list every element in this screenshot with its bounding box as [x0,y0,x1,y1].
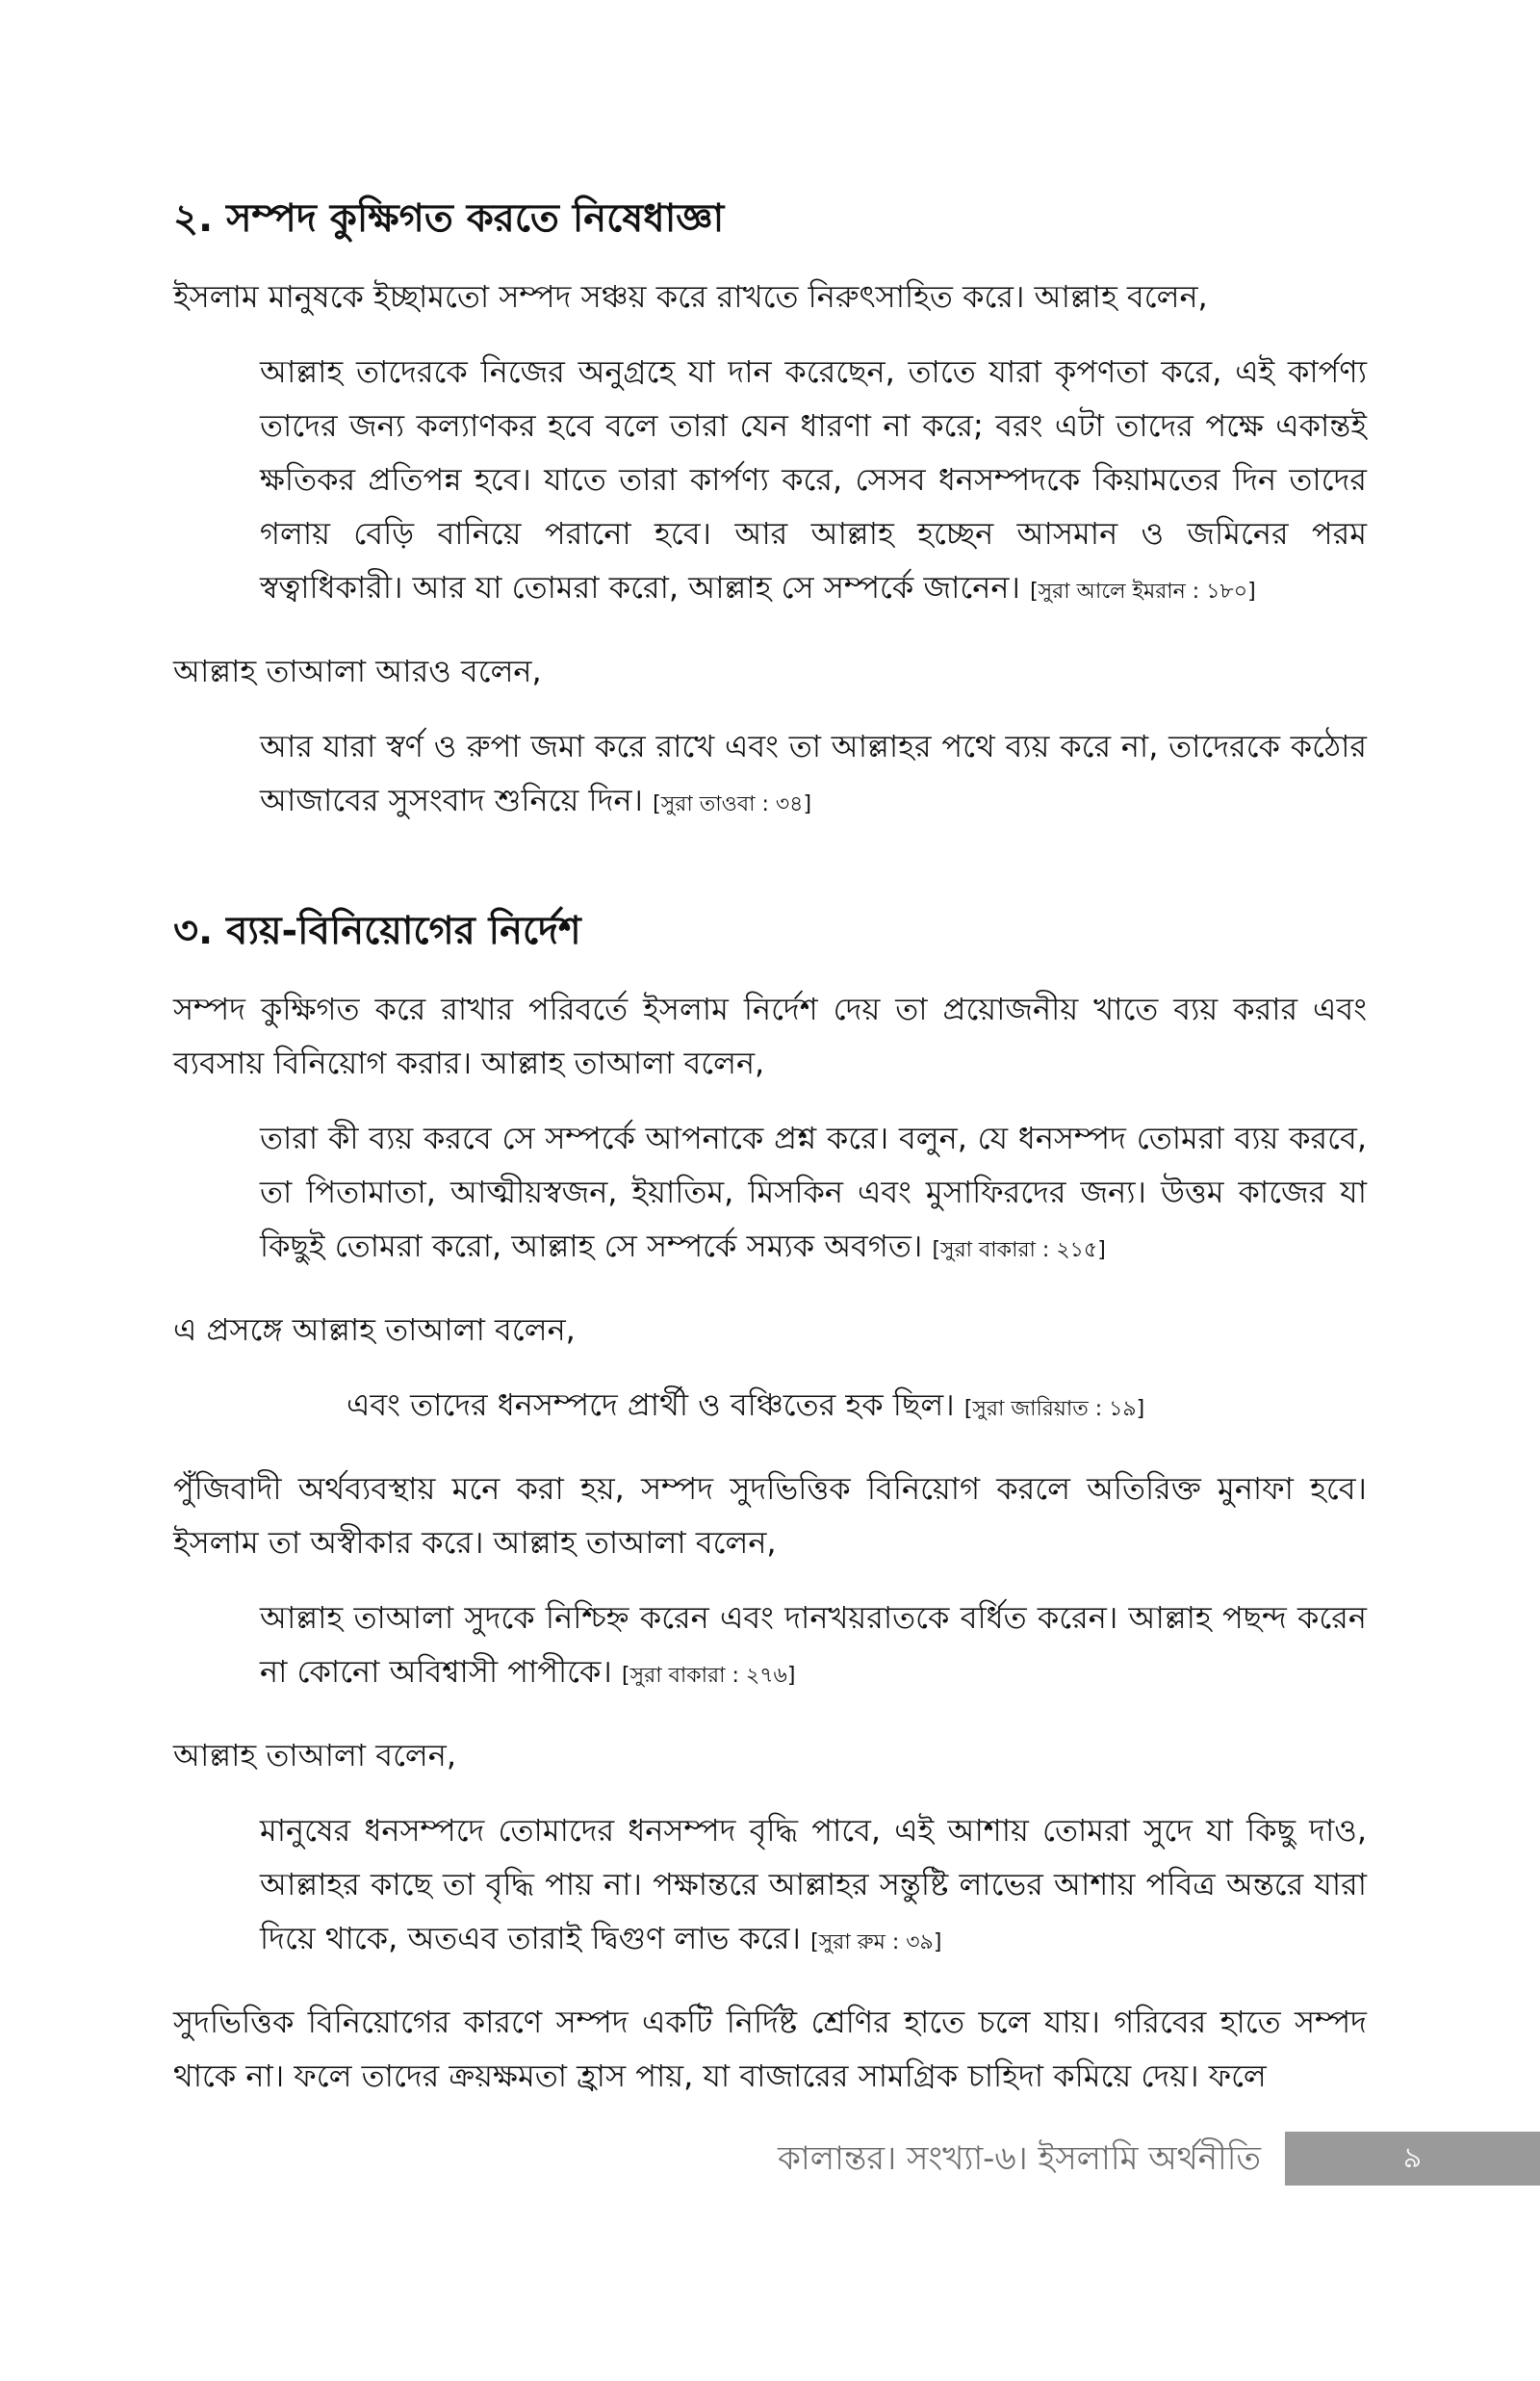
section-divider [173,857,1367,905]
quote-citation: [সুরা বাকারা : ২১৫] [932,1238,1106,1262]
quote-citation: [সুরা জারিয়াত : ১৯] [963,1397,1145,1421]
footer-title: কালান্তর। সংখ্যা-৬। ইসলামি অর্থনীতি [778,2139,1261,2178]
section-3-paragraph-2: পুঁজিবাদী অর্থব্যবস্থায় মনে করা হয়, সম্পদ সুদভিত্তিক বিনিয়োগ করলে অতিরিক্ত মুনাফা হবে। ইসলাম তা অস্বীকার করে। আল্লাহ তাআলা বলেন, [173,1470,1367,1561]
section-3-intro: সম্পদ কুক্ষিগত করে রাখার পরিবর্তে ইসলাম নির্দেশ দেয় তা প্রয়োজনীয় খাতে ব্যয় করার এবং ব্যবসায় বিনিয়োগ করার। আল্লাহ তাআলা বলেন, [173,991,1367,1081]
section-2-heading: ২. সম্পদ কুক্ষিগত করতে নিষেধাজ্ঞা [173,196,725,241]
quote-citation: [সুরা রুম : ৩৯] [810,1930,942,1954]
section-3-lead-4: আল্লাহ তাআলা বলেন, [173,1737,457,1773]
quote-citation: [সুরা বাকারা : ২৭৬] [622,1664,796,1688]
section-2-lead-2: আল্লাহ তাআলা আরও বলেন, [173,653,542,689]
section-3-paragraph-3: সুদভিত্তিক বিনিয়োগের কারণে সম্পদ একটি নির্দিষ্ট শ্রেণির হাতে চলে যায়। গরিবের হাতে সম্পদ থাকে না। ফলে তাদের ক্রয়ক্ষমতা হ্রাস পায়, যা বাজারের সামগ্রিক চাহিদা কমিয়ে দেয়। ফলে [173,2004,1367,2094]
section-3-lead-2: এ প্রসঙ্গে আল্লাহ তাআলা বলেন, [173,1311,576,1348]
section-2-quote-2 [173,719,1367,832]
section-3-quote-1 [173,1111,1367,1278]
quote-text: আল্লাহ তাদেরকে নিজের অনুগ্রহে যা দান করেছেন, তাতে যারা কৃপণতা করে, এই কার্পণ্য তাদের জন্য কল্যাণকর হবে বলে তারা যেন ধারণা না করে; বরং এটা তাদের পক্ষে একান্তই ক্ষতিকর প্রতিপন্ন হবে। যাতে তারা কার্পণ্য করে, সেসব ধনসম্পদকে কিয়ামতের দিন তাদের গলায় বেড়ি বানিয়ে পরানো হবে। আর আল্লাহ হচ্ছেন আসমান ও জমিনের পরম স্বত্বাধিকারী। আর যা তোমরা করো, আল্লাহ সে সম্পর্কে জানেন। [260,353,1367,606]
section-2-quote-1 [173,345,1367,619]
content [173,193,1367,2124]
quote-text: তারা কী ব্যয় করবে সে সম্পর্কে আপনাকে প্রশ্ন করে। বলুন, যে ধনসম্পদ তোমরা ব্যয় করবে, তা পিতামাতা, আত্মীয়স্বজন, ইয়াতিম, মিসকিন এবং মুসাফিরদের জন্য। উত্তম কাজের যা কিছুই তোমরা করো, আল্লাহ সে সম্পর্কে সম্যক অবগত। [260,1120,1367,1264]
quote-text: মানুষের ধনসম্পদে তোমাদের ধনসম্পদ বৃদ্ধি পাবে, এই আশায় তোমরা সুদে যা কিছু দাও, আল্লাহর কাছে তা বৃদ্ধি পায় না। পক্ষান্তরে আল্লাহর সন্তুষ্টি লাভের আশায় পবিত্র অন্তরে যারা দিয়ে থাকে, অতএব তারাই দ্বিগুণ লাভ করে। [260,1812,1367,1956]
quote-citation: [সুরা আলে ইমরান : ১৮০] [1030,580,1256,604]
section-3-quote-2 [173,1378,1367,1436]
quote-text: আল্লাহ তাআলা সুদকে নিশ্চিহ্ন করেন এবং দানখয়রাতকে বর্ধিত করেন। আল্লাহ পছন্দ করেন না কোনো অবিশ্বাসী পাপীকে। [260,1599,1367,1690]
section-3-quote-4 [173,1803,1367,1970]
page-number: ৯ [1285,2132,1540,2186]
section-3-heading: ৩. ব্যয়-বিনিয়োগের নির্দেশ [173,909,581,953]
quote-text: আর যারা স্বর্ণ ও রুপা জমা করে রাখে এবং তা আল্লাহর পথে ব্যয় করে না, তাদেরকে কঠোর আজাবের সুসংবাদ শুনিয়ে দিন। [260,728,1367,818]
quote-citation: [সুরা তাওবা : ৩৪] [653,792,812,816]
quote-text: এবং তাদের ধনসম্পদে প্রার্থী ও বঞ্চিতের হক ছিল। [346,1386,955,1423]
section-3-quote-3 [173,1591,1367,1703]
section-2-intro: ইসলাম মানুষকে ইচ্ছামতো সম্পদ সঞ্চয় করে রাখতে নিরুৎসাহিত করে। আল্লাহ বলেন, [173,278,1208,315]
